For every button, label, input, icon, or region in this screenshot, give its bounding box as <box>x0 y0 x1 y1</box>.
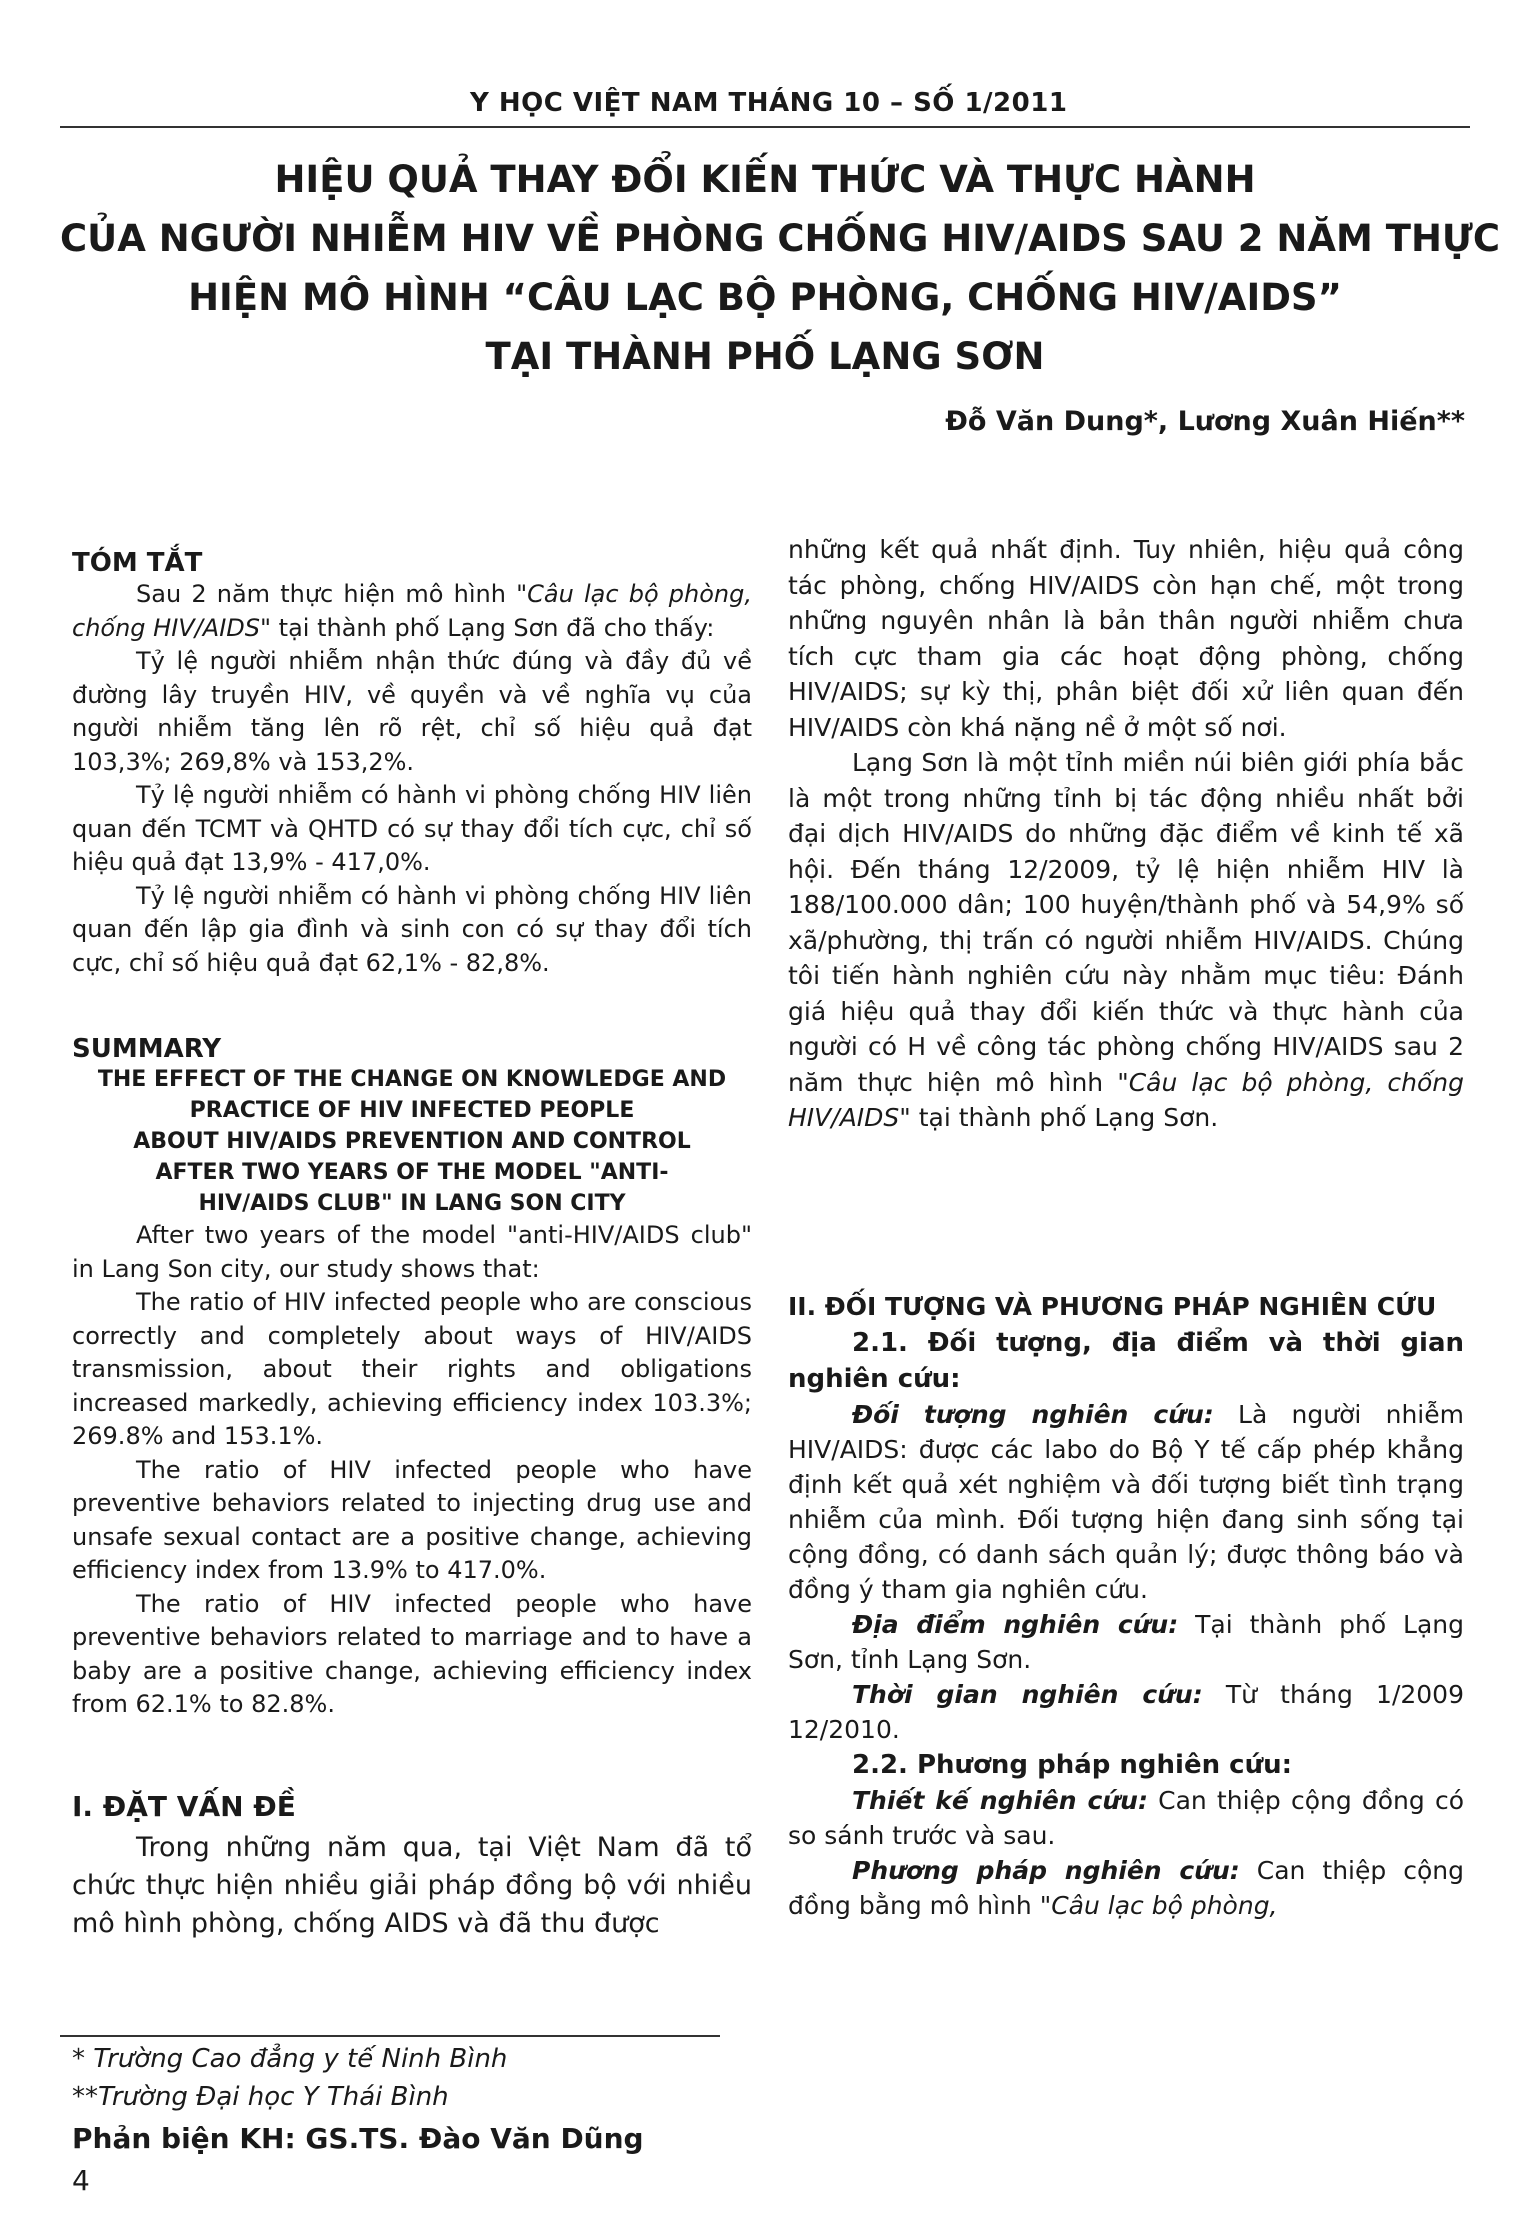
page-number: 4 <box>72 2164 90 2197</box>
tomtat-p2: Tỷ lệ người nhiễm có hành vi phòng chống HIV liên quan đến TCMT và QHTD có sự thay đổi tích cực, chỉ số hiệu quả đạt 13,9% - 417,0%. <box>72 781 752 876</box>
intro-p1: Trong những năm qua, tại Việt Nam đã tổ chức thực hiện nhiều giải pháp đồng bộ với nhiều mô hình phòng, chống AIDS và đã thu được <box>72 1832 752 1939</box>
authors: Đỗ Văn Dung*, Lương Xuân Hiến** <box>945 406 1465 437</box>
summary-title-line: HIV/AIDS CLUB" IN LANG SON CITY <box>198 1191 626 1216</box>
label: Thiết kế nghiên cứu: <box>852 1786 1148 1815</box>
text: Can thiệp cộng đồng có so sánh trước và sau. <box>788 1786 1464 1850</box>
intro-p1-cont: những kết quả nhất định. Tuy nhiên, hiệu quả công tác phòng, chống HIV/AIDS còn hạn chế, một trong những nguyên nhân là bản thân người nhiễm chưa tích cực tham gia các hoạt động phòng, chống HIV/AIDS; sự kỳ thị, phân biệt đối xử liên quan đến HIV/AIDS còn khá nặng nề ở một số nơi. <box>788 535 1464 742</box>
running-head: Y HỌC VIỆT NAM THÁNG 10 – SỐ 1/2011 <box>470 88 1068 118</box>
time-para <box>788 1677 1464 1747</box>
summary-p0: After two years of the model "anti-HIV/AIDS club" in Lang Son city, our study shows that: <box>72 1221 752 1283</box>
summary-title-line: THE EFFECT OF THE CHANGE ON KNOWLEDGE AND <box>97 1067 727 1092</box>
method-para <box>788 1853 1464 1923</box>
summary-title <box>72 1064 752 1219</box>
subheading-2-1: 2.1. Đối tượng, địa điểm và thời gian nghiên cứu: <box>788 1328 1464 1394</box>
header-rule <box>60 126 1470 128</box>
article-title <box>60 150 1500 386</box>
text: Sau 2 năm thực hiện mô hình <box>136 580 517 608</box>
footnote-1: * Trường Cao đẳng y tế Ninh Bình <box>72 2044 508 2074</box>
title-line: HIỆU QUẢ THAY ĐỔI KIẾN THỨC VÀ THỰC HÀNH <box>274 158 1256 201</box>
text: tại thành phố Lạng Sơn đã cho thấy: <box>271 613 715 642</box>
tomtat-p3: Tỷ lệ người nhiễm có hành vi phòng chống HIV liên quan đến lập gia đình và sinh con có sự thay đổi tích cực, chỉ số hiệu quả đạt 62,1% - 82,8%. <box>72 881 752 977</box>
summary-p1: The ratio of HIV infected people who are conscious correctly and completely about ways of HIV/AIDS transmission, about their rights and obligations increased markedly, achieving efficiency index 103.3%; 269.8% and 153.1%. <box>72 1288 752 1450</box>
model-name: "Câu lạc bộ phòng, <box>1039 1891 1278 1920</box>
design-para <box>788 1783 1464 1853</box>
title-line: HIỆN MÔ HÌNH “CÂU LẠC BỘ PHÒNG, CHỐNG HIV/AIDS” <box>188 276 1342 319</box>
intro-p2 <box>788 745 1464 1136</box>
text: Tại thành phố Lạng Sơn, tỉnh Lạng Sơn. <box>788 1610 1464 1674</box>
summary-title-line: PRACTICE OF HIV INFECTED PEOPLE <box>189 1098 635 1123</box>
section-methods <box>788 1292 1464 1923</box>
heading-methods: II. ĐỐI TƯỢNG VÀ PHƯƠNG PHÁP NGHIÊN CỨU <box>788 1292 1437 1321</box>
section-intro <box>72 1790 752 1943</box>
heading-summary: SUMMARY <box>72 1034 222 1064</box>
label: Đối tượng nghiên cứu: <box>852 1400 1214 1429</box>
reviewer-line: Phản biện KH: GS.TS. Đào Văn Dũng <box>72 2122 644 2155</box>
footnote-2: **Trường Đại học Y Thái Bình <box>72 2082 449 2112</box>
title-line: CỦA NGƯỜI NHIỄM HIV VỀ PHÒNG CHỐNG HIV/AIDS SAU 2 NĂM THỰC <box>60 217 1500 260</box>
tomtat-p1: Tỷ lệ người nhiễm nhận thức đúng và đầy đủ về đường lây truyền HIV, về quyền và về nghĩa vụ của người nhiễm tăng lên rõ rệt, chỉ số hiệu quả đạt 103,3%; 269,8% và 153,2%. <box>72 647 752 776</box>
label: Thời gian nghiên cứu: <box>852 1680 1203 1709</box>
model-name: "Câu lạc bộ phòng, chống HIV/AIDS" <box>788 1067 1464 1132</box>
tomtat-intro <box>72 578 752 645</box>
subject-para <box>788 1397 1464 1607</box>
text: Can thiệp cộng đồng bằng mô hình <box>788 1856 1464 1920</box>
heading-intro: I. ĐẶT VẤN ĐỀ <box>72 1790 296 1823</box>
label: Phương pháp nghiên cứu: <box>852 1856 1240 1885</box>
subheading-2-2: 2.2. Phương pháp nghiên cứu: <box>852 1750 1292 1780</box>
abstract-vi <box>72 548 752 980</box>
label: Địa điểm nghiên cứu: <box>852 1610 1179 1639</box>
summary-p2: The ratio of HIV infected people who have preventive behaviors related to injecting drug use and unsafe sexual contact are a positive change, achieving efficiency index from 13.9% to 417.0%. <box>72 1455 752 1584</box>
heading-tomtat: TÓM TẮT <box>72 548 203 578</box>
footnote-rule <box>60 2035 720 2037</box>
text: Lạng Sơn là một tỉnh miền núi biên giới phía bắc là một trong những tỉnh bị tác động nhiều nhất bởi đại dịch HIV/AIDS do những đặc điểm về kinh tế xã hội. Đến tháng 12/2009, tỷ lệ hiện nhiễm HIV là 188/100.000 dân; 100 huyện/thành phố và 54,9% số xã/phường, thị trấn có người nhiễm HIV/AIDS. Chúng tôi tiến hành nghiên cứu này nhằm mục tiêu: Đánh giá hiệu quả thay đổi kiến thức và thực hành của người có H về công tác phòng chống HIV/AIDS sau 2 năm thực hiện mô hình <box>788 748 1464 1097</box>
text: tại thành phố Lạng Sơn. <box>910 1103 1219 1132</box>
summary-title-line: ABOUT HIV/AIDS PREVENTION AND CONTROL <box>133 1129 691 1154</box>
text: Là người nhiễm HIV/AIDS: được các labo do Bộ Y tế cấp phép khẳng định kết quả xét nghiệm và đối tượng biết tình trạng nhiễm của mình. Đối tượng hiện đang sinh sống tại cộng đồng, có danh sách quản lý; được thông báo và đồng ý tham gia nghiên cứu. <box>788 1400 1464 1604</box>
summary-title-line: AFTER TWO YEARS OF THE MODEL "ANTI- <box>155 1160 669 1185</box>
abstract-en <box>72 1034 752 1722</box>
summary-p3: The ratio of HIV infected people who have preventive behaviors related to marriage and to have a baby are a positive change, achieving efficiency index from 62.1% to 82.8%. <box>72 1589 752 1718</box>
title-line: TẠI THÀNH PHỐ LẠNG SƠN <box>485 335 1045 378</box>
model-name: "Câu lạc bộ phòng, chống HIV/AIDS" <box>72 580 753 642</box>
text: Từ tháng 1/2009 12/2010. <box>788 1680 1464 1744</box>
intro-continued <box>788 532 1464 1136</box>
place-para <box>788 1607 1464 1677</box>
